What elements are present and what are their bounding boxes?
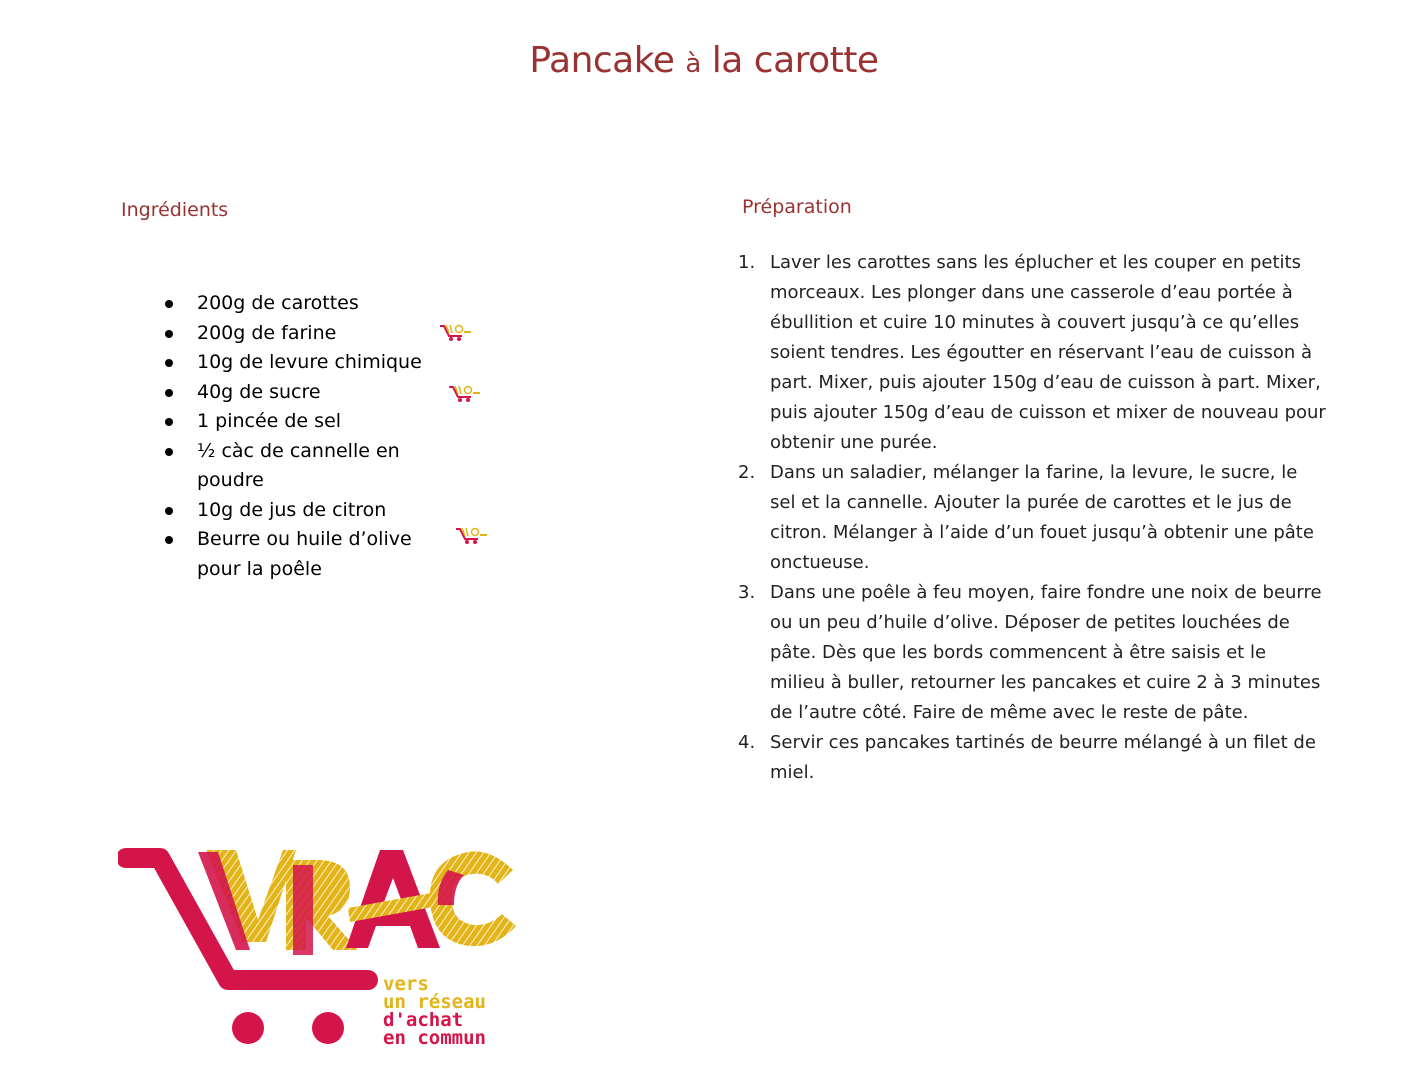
ingredients-heading: Ingrédients bbox=[121, 199, 229, 221]
bullet-icon bbox=[165, 536, 173, 544]
svg-text:en commun: en commun bbox=[383, 1027, 486, 1049]
step-item bbox=[736, 248, 1326, 458]
ingredient-item: 40g de sucre bbox=[160, 378, 430, 408]
page-title: Pancake à la carotte bbox=[529, 40, 879, 81]
vrac-cart-icon bbox=[454, 525, 488, 545]
step-item bbox=[736, 458, 1326, 578]
step-text: Dans un saladier, mélanger la farine, la levure, le sucre, le sel et la cannelle. Ajouter la purée de carottes et le jus de citron. Mélanger à l’aide d’un fouet jusqu’à obtenir une pâte onctueuse. bbox=[770, 462, 1314, 573]
ingredient-item: 200g de farine bbox=[160, 319, 430, 349]
ingredient-item: 200g de carottes bbox=[160, 289, 430, 319]
step-item bbox=[736, 728, 1326, 788]
svg-text:un réseau: un réseau bbox=[383, 991, 486, 1013]
bullet-icon bbox=[165, 300, 173, 308]
ingredient-item: 1 pincée de sel bbox=[160, 407, 430, 437]
ingredient-item: 10g de jus de citron bbox=[160, 496, 430, 526]
step-item bbox=[736, 578, 1326, 728]
svg-text:vers: vers bbox=[383, 973, 429, 995]
bullet-icon bbox=[165, 389, 173, 397]
bullet-icon bbox=[165, 507, 173, 515]
step-text: Servir ces pancakes tartinés de beurre mélangé à un filet de miel. bbox=[770, 732, 1316, 783]
ingredient-item: 10g de levure chimique bbox=[160, 348, 430, 378]
step-text: Laver les carottes sans les éplucher et les couper en petits morceaux. Les plonger dans une casserole d’eau portée à ébullition et cuire 10 minutes à couvert jusqu’à ce qu’elles soient tendres. Les égoutter en réservant l’eau de cuisson à part. Mixer, puis ajouter 150g d’eau de cuisson à part. Mixer, puis ajouter 150g d’eau de cuisson et mixer de nouveau pour obtenir une purée. bbox=[770, 252, 1326, 453]
vrac-cart-icon bbox=[438, 322, 472, 342]
bullet-icon bbox=[165, 330, 173, 338]
ingredient-item: Beurre ou huile d’olive pour la poêle bbox=[160, 525, 427, 584]
vrac-cart-icon bbox=[447, 383, 481, 403]
step-number: 2. bbox=[738, 462, 756, 483]
bullet-icon bbox=[165, 448, 173, 456]
step-number: 4. bbox=[738, 732, 756, 753]
preparation-heading: Préparation bbox=[742, 196, 852, 218]
ingredient-item: ½ càc de cannelle en poudre bbox=[160, 437, 427, 496]
bullet-icon bbox=[165, 359, 173, 367]
bullet-icon bbox=[165, 418, 173, 426]
step-number: 1. bbox=[738, 252, 756, 273]
vrac-logo bbox=[118, 830, 528, 1055]
step-text: Dans une poêle à feu moyen, faire fondre une noix de beurre ou un peu d’huile d’olive. Déposer de petites louchées de pâte. Dès que les bords commencent à être saisis et le milieu à buller, retourner les pancakes et cuire 2 à 3 minutes de l’autre côté. Faire de même avec le reste de pâte. bbox=[770, 582, 1322, 723]
ingredients-list bbox=[160, 289, 430, 584]
preparation-steps bbox=[736, 248, 1326, 788]
svg-text:d'achat: d'achat bbox=[383, 1009, 464, 1031]
step-number: 3. bbox=[738, 582, 756, 603]
